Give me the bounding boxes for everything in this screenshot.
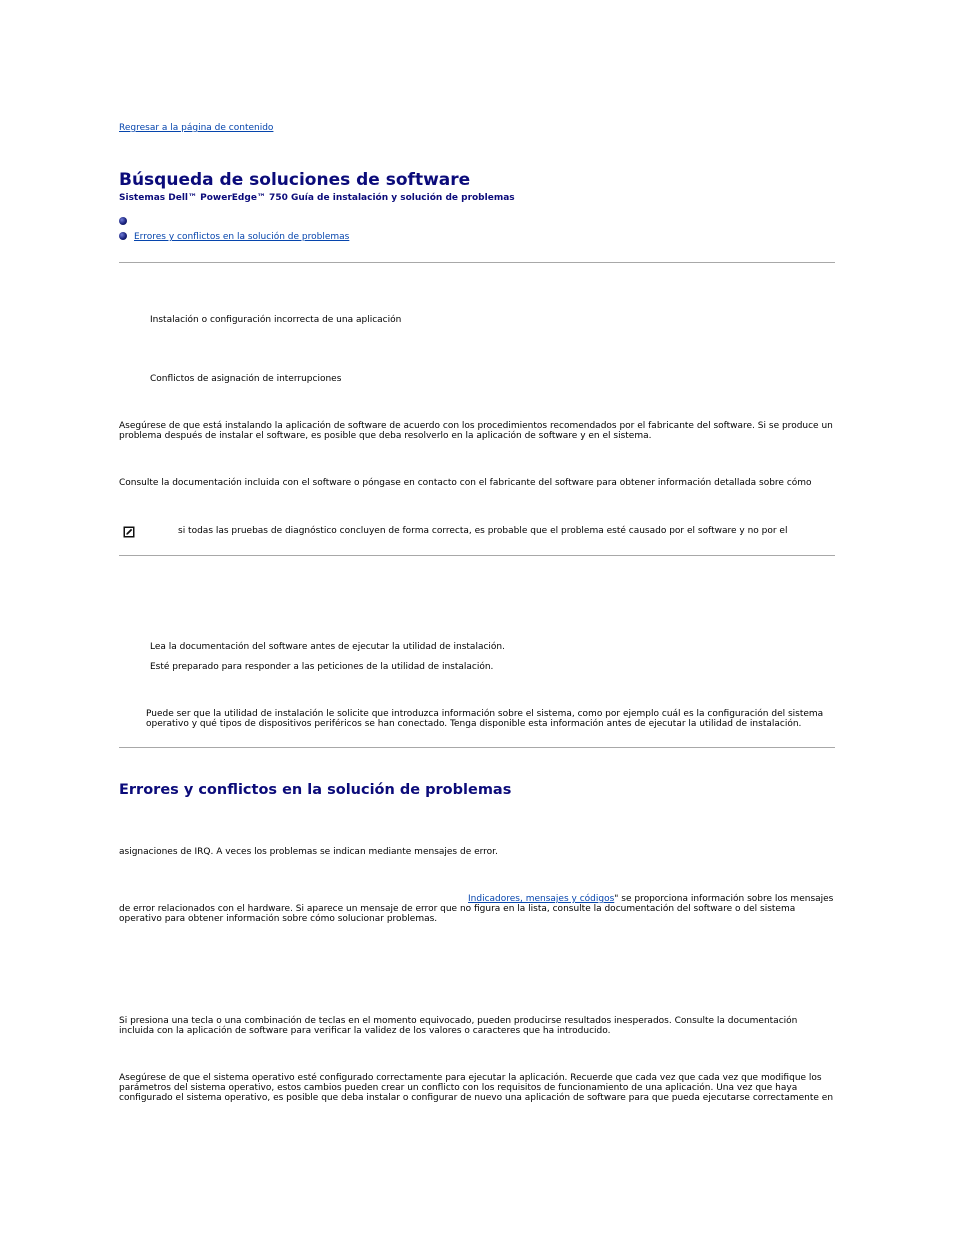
toc-item-software-problems[interactable]: [134, 217, 220, 227]
toc-item-errors-conflicts[interactable]: Errores y conflictos en la solución de problemas: [134, 232, 350, 242]
page-subtitle: Sistemas Dell™ PowerEdge™ 750 Guía de instalación y solución de problemas: [119, 193, 515, 203]
paragraph-text: " se proporciona información sobre los mensajes: [614, 894, 834, 904]
paragraph: asignaciones de IRQ. A veces los problemas se indican mediante mensajes de error.: [119, 847, 498, 857]
cause-item: Instalación o configuración incorrecta de una aplicación: [150, 315, 402, 325]
paragraph: Consulte la documentación incluida con el software o póngase en contacto con el fabricante del software para obtener información detallada sobre cómo: [119, 478, 812, 488]
section-title: Errores y conflictos en la solución de problemas: [119, 782, 512, 798]
note-icon: [123, 526, 135, 538]
paragraph-line: [468, 894, 833, 904]
step-item: Esté preparado para responder a las peticiones de la utilidad de instalación.: [150, 662, 494, 672]
note-text: si todas las pruebas de diagnóstico concluyen de forma correcta, es probable que el problema esté causado por el software y no por el: [178, 526, 788, 536]
divider: [119, 555, 835, 556]
divider: [119, 747, 835, 748]
paragraph: Si presiona una tecla o una combinación de teclas en el momento equivocado, pueden producirse resultados inesperados. Consulte la documentación incluida con la aplicación de software para verificar la validez de los valores o caracteres que ha introducido.: [119, 1016, 798, 1036]
paragraph: Asegúrese de que el sistema operativo esté configurado correctamente para ejecutar la aplicación. Recuerde que cada vez que cada vez que modifique los parámetros del sistema operativo, estos cambios pueden crear un conflicto con los requisitos de funcionamiento de una aplicación. Una vez que haya configurado el sistema operativo, es posible que deba instalar o configurar de nuevo una aplicación de software para que pueda ejecutarse correctamente en: [119, 1073, 834, 1103]
back-to-contents-link[interactable]: Regresar a la página de contenido: [119, 123, 274, 133]
bullet-icon: [119, 232, 127, 240]
indicators-messages-codes-link[interactable]: Indicadores, mensajes y códigos: [468, 894, 615, 904]
paragraph: Asegúrese de que está instalando la aplicación de software de acuerdo con los procedimientos recomendados por el fabricante del software. Si se produce un problema después de instalar el software, es posible que deba resolverlo en la aplicación de software y en el sistema.: [119, 421, 833, 441]
step-item: Lea la documentación del software antes de ejecutar la utilidad de instalación.: [150, 642, 505, 652]
paragraph: de error relacionados con el hardware. Si aparece un mensaje de error que no figura en la lista, consulte la documentación del software o del sistema operativo para obtener información sobre cómo solucionar problemas.: [119, 904, 796, 924]
paragraph: Puede ser que la utilidad de instalación le solicite que introduzca información sobre el sistema, como por ejemplo cuál es la configuración del sistema operativo y qué tipos de dispositivos periféricos se han conectado. Tenga disponible esta información antes de ejecutar la utilidad de instalación.: [146, 709, 824, 729]
cause-item: Conflictos de asignación de interrupciones: [150, 374, 342, 384]
divider: [119, 262, 835, 263]
bullet-icon: [119, 217, 127, 225]
page-title: Búsqueda de soluciones de software: [119, 170, 471, 190]
